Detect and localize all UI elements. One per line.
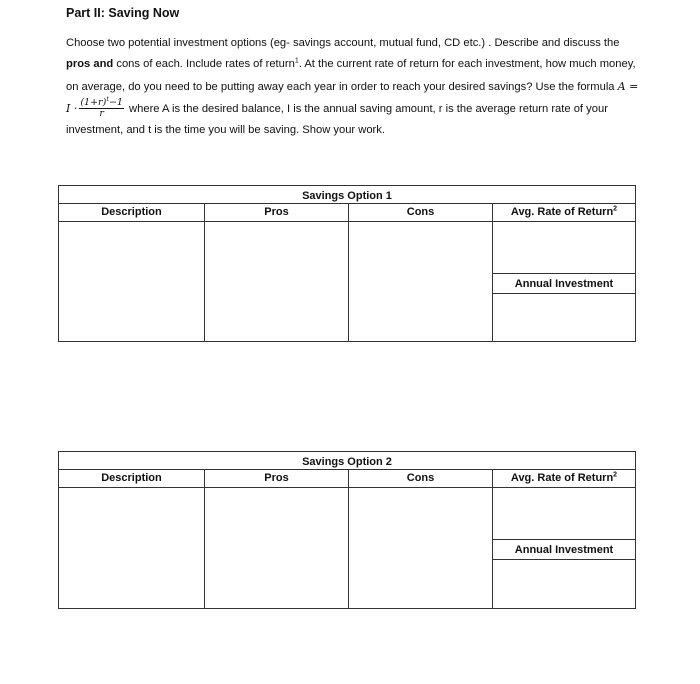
pros-cell[interactable] xyxy=(205,222,349,341)
col-cons: Cons xyxy=(349,204,493,221)
footnote-ref-1: 1 xyxy=(294,57,299,65)
table-body-row xyxy=(59,488,635,608)
footnote-ref-2: 2 xyxy=(613,205,618,213)
right-column xyxy=(493,222,635,341)
rate-of-return-cell[interactable] xyxy=(493,488,635,540)
instructions-text-1: Choose two potential investment options (eg- savings account, mutual fund, CD etc.) . Describe and discuss the xyxy=(66,37,620,49)
col-rate-of-return xyxy=(493,470,635,487)
description-cell[interactable] xyxy=(59,222,205,341)
footnote-ref-2: 2 xyxy=(613,471,618,479)
col-rate-of-return xyxy=(493,204,635,221)
col-cons: Cons xyxy=(349,470,493,487)
table-header-row xyxy=(59,470,635,488)
rate-label: Avg. Rate of Return xyxy=(510,206,614,218)
instructions-paragraph xyxy=(66,33,646,141)
savings-option-1-table xyxy=(58,185,636,342)
pros-cell[interactable] xyxy=(205,488,349,608)
page-title: Part II: Saving Now xyxy=(66,6,180,20)
description-cell[interactable] xyxy=(59,488,205,608)
rate-of-return-cell[interactable] xyxy=(493,222,635,274)
formula-num-tail: −1 xyxy=(108,97,123,109)
annual-investment-label: Annual Investment xyxy=(493,274,635,294)
instructions-bold-text: pros and xyxy=(66,58,114,71)
col-pros: Pros xyxy=(205,470,349,487)
annual-investment-cell[interactable] xyxy=(493,294,635,341)
formula-num-base: (1+r) xyxy=(80,97,107,109)
cons-cell[interactable] xyxy=(349,488,493,608)
formula-num-exp: t xyxy=(106,95,109,104)
instructions-text-2: cons of each. Include rates of return xyxy=(113,58,295,71)
annual-investment-label: Annual Investment xyxy=(493,540,635,560)
instructions-text-4: where A is the desired balance, I is the annual saving amount, r is the average return rate of your investment, and t is the time you will be saving. Show your work. xyxy=(66,102,608,137)
annual-investment-cell[interactable] xyxy=(493,560,635,608)
savings-option-2-table xyxy=(58,451,636,609)
table-title: Savings Option 1 xyxy=(59,186,635,204)
rate-label: Avg. Rate of Return xyxy=(510,472,614,484)
col-pros: Pros xyxy=(205,204,349,221)
col-description: Description xyxy=(59,470,205,487)
table-title: Savings Option 2 xyxy=(59,452,635,470)
instructions-text-3: . At the current rate of return for each investment, how much money, on average, do you need to be putting away each year in order to reach your desired savings? Use the formula xyxy=(66,58,636,93)
table-header-row xyxy=(59,204,635,222)
col-description: Description xyxy=(59,204,205,221)
formula-fraction xyxy=(79,95,124,120)
right-column xyxy=(493,488,635,608)
table-body-row xyxy=(59,222,635,341)
formula-denominator: r xyxy=(99,108,104,120)
cons-cell[interactable] xyxy=(349,222,493,341)
formula-lhs: A = I · xyxy=(66,79,639,115)
